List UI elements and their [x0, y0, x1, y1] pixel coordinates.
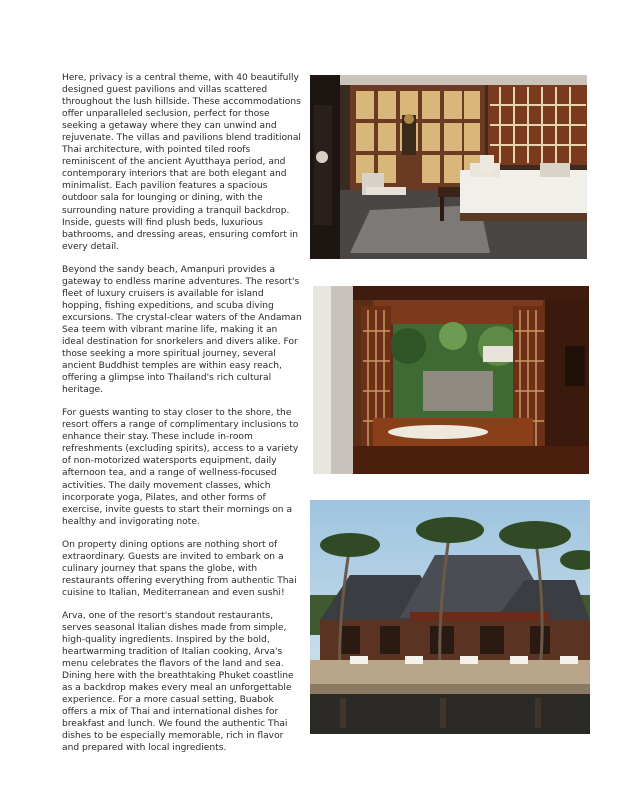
paragraph-privacy: Here, privacy is a central theme, with 40 beautifully designed guest pavilions and villas scattered throughout the lush hillside. These accommodations offer unparalleled seclusion, perfect for those seeking a getaway where they can unwind and rejuvenate. The villas and pavilions blend traditional Thai architecture, with pointed tiled roofs reminiscent of the ancient Ayutthaya period, and contemporary interiors that are both elegant and minimalist. Each pavilion features a spacious outdoor sala for lounging or dining, with the surrounding nature providing a tranquil backdrop. Inside, guests will find plush beds, luxurious bathrooms, and dressing areas, ensuring comfort in every detail. [62, 73, 301, 252]
paragraph-marine-adventures: Beyond the sandy beach, Amanpuri provides a gateway to endless marine adventures. The resort's fleet of luxury cruisers is available for island hopping, fishing expeditions, and scuba diving excursions. The crystal-clear waters of the Andaman Sea teem with vibrant marine life, making it an ideal destination for snorkelers and divers alike. For those seeking a more spiritual journey, several ancient Buddhist temples are within easy reach, offering a glimpse into Thailand's rich cultural heritage. [62, 264, 302, 396]
article-text-column [62, 72, 302, 765]
restaurant-exterior-photo [310, 500, 590, 734]
bathroom-photo [313, 286, 589, 474]
paragraph-dining: On property dining options are nothing short of extraordinary. Guests are invited to embark on a culinary journey that spans the globe, with restaurants offering everything from authentic Thai cuisine to Italian, Mediterranean and even sushi! [62, 539, 297, 598]
paragraph-inclusions: For guests wanting to stay closer to the shore, the resort offers a range of complimentary inclusions to enhance their stay. These include in-room refreshments (excluding spirits), access to a variety of non-motorized watersports equipment, daily afternoon tea, and a range of wellness-focused activities. The daily movement classes, which incorporate yoga, Pilates, and other forms of exercise, invite guests to start their mornings on a healthy and invigorating note. [62, 408, 299, 527]
bedroom-photo [310, 75, 587, 259]
paragraph-arva: Arva, one of the resort's standout restaurants, serves seasonal Italian dishes made from simple, high-quality ingredients. Inspired by the bold, heartwarming tradition of Italian cooking, Arva's menu celebrates the flavors of the land and sea. Dining here with the breathtaking Phuket coastline as a backdrop makes every meal an unforgettable experience. For a more casual setting, Buabok offers a mix of Thai and international dishes for breakfast and lunch. We found the authentic Thai dishes to be especially memorable, rich in flavor and prepared with local ingredients. [62, 610, 294, 754]
